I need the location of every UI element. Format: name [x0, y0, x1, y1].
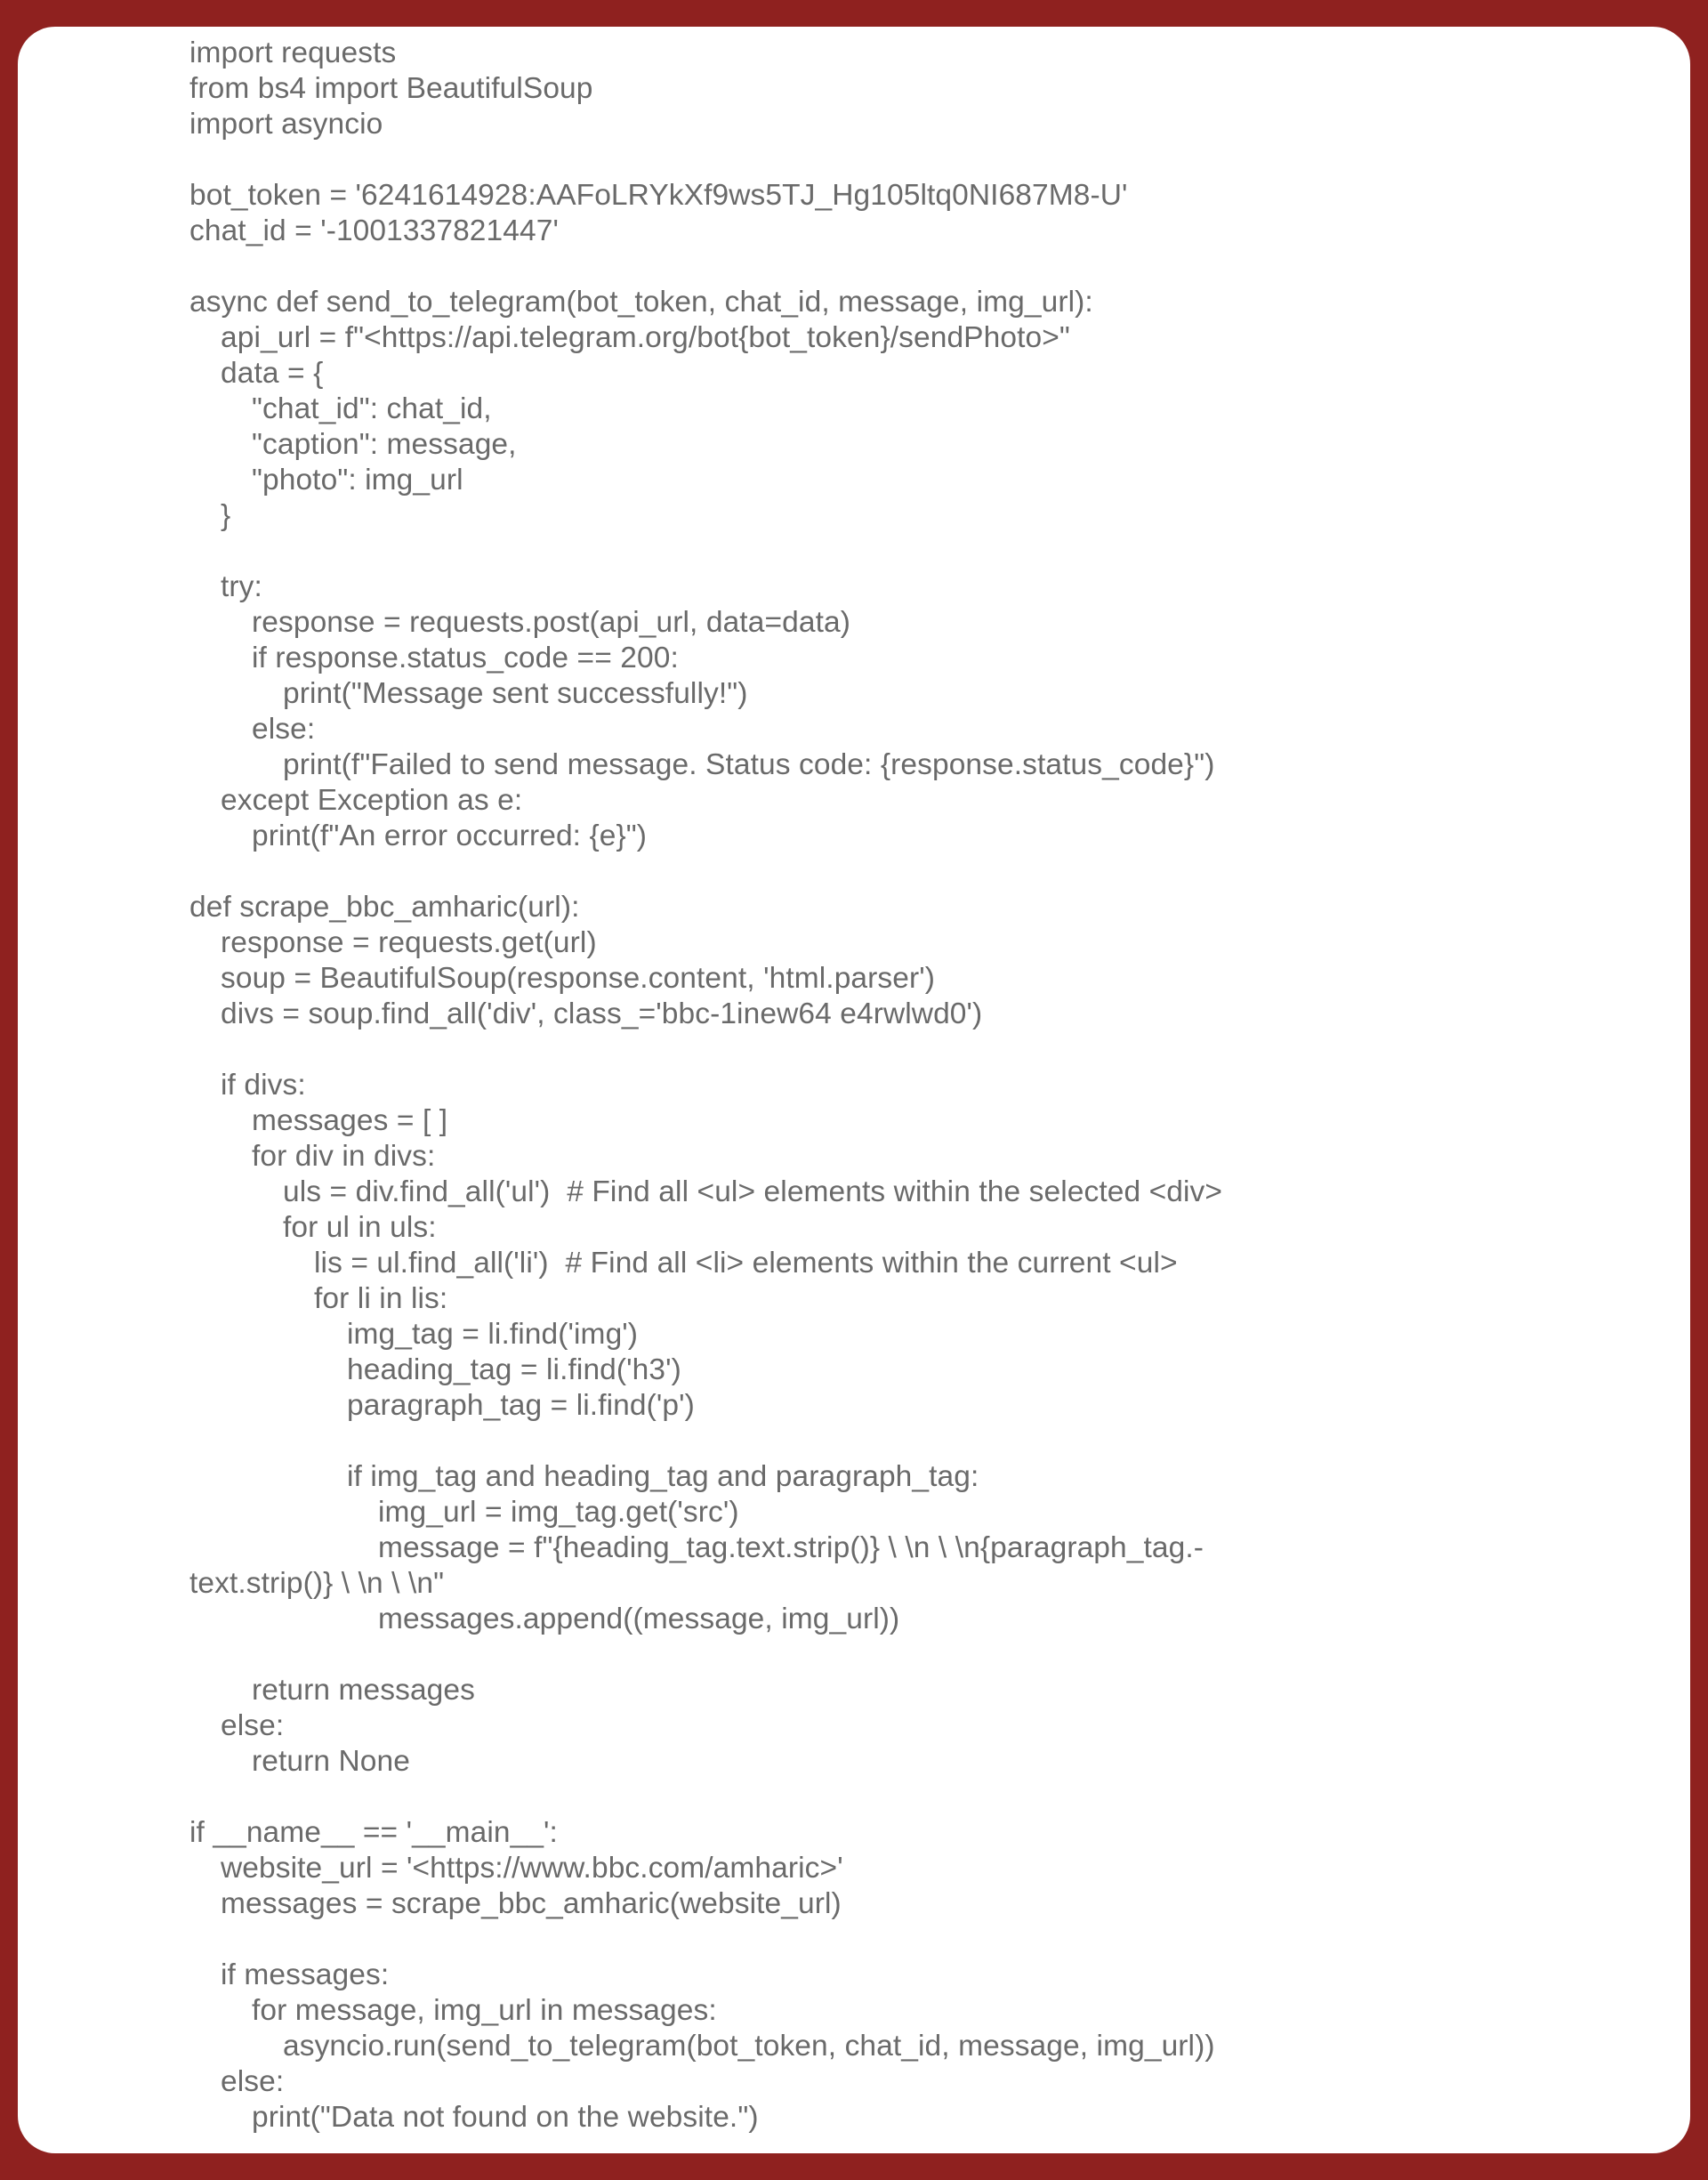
code-line: print("Message sent successfully!"): [283, 677, 748, 710]
code-line: def scrape_bbc_amharic(url):: [189, 891, 580, 924]
code-line: messages = [ ]: [252, 1104, 448, 1137]
code-blank-line: [189, 534, 1222, 569]
code-blank-line: [189, 1424, 1222, 1459]
code-line: else:: [221, 2065, 285, 2098]
code-line: async def send_to_telegram(bot_token, chat_id, message, img_url):: [189, 286, 1093, 319]
code-line: "chat_id": chat_id,: [252, 392, 492, 425]
code-line: message = f"{heading_tag.text.strip()} \ \n \ \n{paragraph_tag.-: [378, 1531, 1204, 1564]
code-line: divs = soup.find_all('div', class_='bbc-1inew64 e4rwlwd0'): [221, 997, 983, 1030]
code-line: try:: [221, 570, 262, 603]
code-blank-line: [189, 1637, 1222, 1673]
code-line: heading_tag = li.find('h3'): [347, 1353, 681, 1386]
code-line: if img_tag and heading_tag and paragraph_tag:: [347, 1460, 979, 1493]
code-line: api_url = f"<https://api.telegram.org/bot{bot_token}/sendPhoto>": [221, 321, 1070, 354]
code-line: for li in lis:: [314, 1282, 448, 1315]
code-line: for ul in uls:: [283, 1211, 437, 1244]
code-line: for div in divs:: [252, 1140, 436, 1173]
code-line: print(f"An error occurred: {e}"): [252, 820, 648, 852]
code-line: print(f"Failed to send message. Status code: {response.status_code}"): [283, 748, 1215, 781]
code-blank-line: [189, 142, 1222, 178]
code-line: paragraph_tag = li.find('p'): [347, 1389, 695, 1422]
code-line: bot_token = '6241614928:AAFoLRYkXf9ws5TJ_Hg105ltq0NI687M8-U': [189, 179, 1128, 212]
code-line: if response.status_code == 200:: [252, 642, 679, 674]
code-card: [18, 27, 1690, 2153]
code-line: data = {: [221, 357, 324, 390]
code-line: else:: [221, 1709, 285, 1742]
code-blank-line: [189, 854, 1222, 890]
code-line: import asyncio: [189, 108, 383, 141]
code-line: else:: [252, 713, 316, 746]
code-line: messages = scrape_bbc_amharic(website_url): [221, 1887, 842, 1920]
code-line: text.strip()} \ \n \ \n": [189, 1567, 445, 1600]
code-blank-line: [189, 249, 1222, 285]
code-line: messages.append((message, img_url)): [378, 1603, 900, 1635]
code-line: "caption": message,: [252, 428, 517, 461]
code-line: uls = div.find_all('ul') # Find all <ul> elements within the selected <div>: [283, 1175, 1223, 1208]
code-block: [189, 36, 1222, 2136]
code-line: asyncio.run(send_to_telegram(bot_token, chat_id, message, img_url)): [283, 2030, 1215, 2063]
code-line: lis = ul.find_all('li') # Find all <li> elements within the current <ul>: [314, 1247, 1178, 1280]
code-line: response = requests.post(api_url, data=data): [252, 606, 850, 639]
code-line: from bs4 import BeautifulSoup: [189, 72, 593, 105]
code-line: return messages: [252, 1674, 475, 1707]
code-line: img_tag = li.find('img'): [347, 1318, 639, 1351]
code-line: print("Data not found on the website."): [252, 2101, 759, 2134]
code-blank-line: [189, 1922, 1222, 1958]
code-line: }: [221, 499, 231, 532]
code-blank-line: [189, 1780, 1222, 1815]
code-line: soup = BeautifulSoup(response.content, 'html.parser'): [221, 962, 936, 995]
code-blank-line: [189, 1032, 1222, 1068]
code-line: img_url = img_tag.get('src'): [378, 1496, 739, 1529]
code-line: website_url = '<https://www.bbc.com/amharic>': [221, 1852, 843, 1885]
code-line: if __name__ == '__main__':: [189, 1816, 558, 1849]
code-line: chat_id = '-1001337821447': [189, 214, 559, 247]
code-line: for message, img_url in messages:: [252, 1994, 717, 2027]
code-line: return None: [252, 1745, 411, 1778]
code-line: if divs:: [221, 1069, 306, 1102]
code-line: import requests: [189, 36, 397, 69]
code-line: response = requests.get(url): [221, 926, 597, 959]
code-line: "photo": img_url: [252, 464, 463, 497]
code-line: except Exception as e:: [221, 784, 523, 817]
code-line: if messages:: [221, 1958, 390, 1991]
